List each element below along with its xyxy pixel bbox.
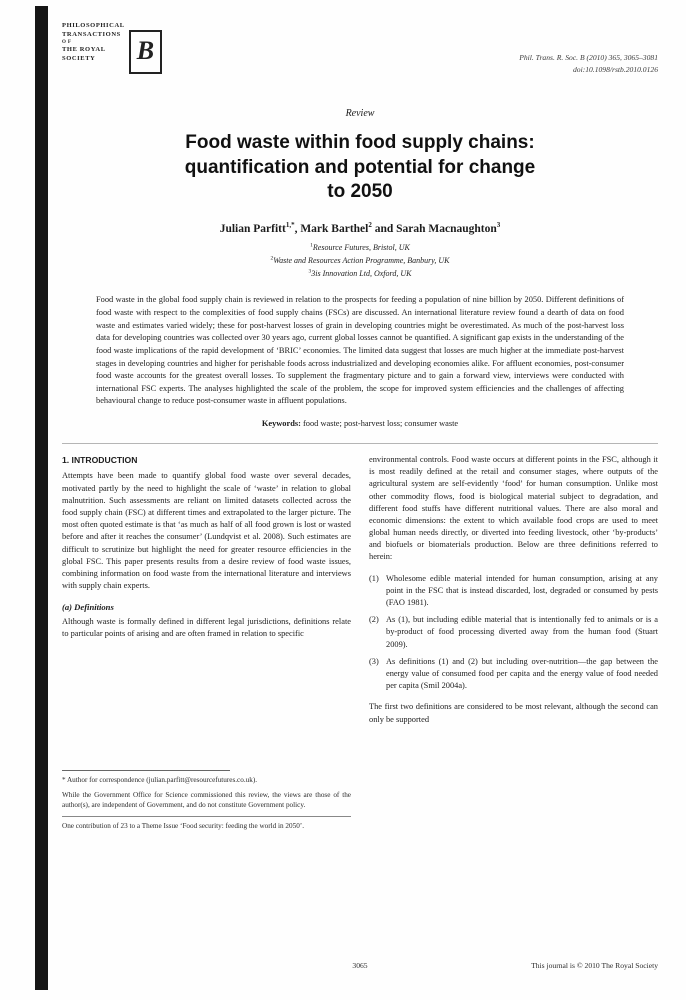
page-number: 3065	[352, 961, 368, 970]
logo-b-mark: B	[129, 30, 162, 74]
author-affiliation-marker: 2	[368, 221, 372, 230]
affiliation-line	[62, 254, 658, 267]
keywords-line	[62, 419, 658, 428]
definition-number: (1)	[369, 573, 379, 583]
author-name: Julian Parfitt	[219, 222, 286, 235]
citation-doi: doi:10.1098/rstb.2010.0126	[572, 65, 658, 75]
affiliation-marker: 2	[270, 255, 274, 262]
page-content	[62, 22, 658, 836]
footnote-rule	[62, 816, 351, 817]
footnote-rule	[62, 770, 230, 771]
logo-line: PHILOSOPHICAL	[62, 22, 125, 29]
affiliations-block	[62, 241, 658, 281]
author-separator: and	[371, 222, 397, 235]
closing-paragraph: The first two definitions are considered to be most relevant, although the second can only be supported	[369, 702, 658, 724]
subsection-heading-definitions: (a) Definitions	[62, 602, 114, 613]
definition-number: (2)	[369, 615, 379, 625]
definition-number: (3)	[369, 656, 379, 666]
article-type-label: Review	[345, 108, 375, 119]
footnotes-block	[62, 762, 351, 836]
page-footer	[62, 961, 658, 970]
affiliation-text: Resource Futures, Bristol, UK	[312, 242, 410, 252]
definition-text: Wholesome edible material intended for human consumption, arising at any point in the FSC that is instead discarded, lost, degraded or consumed by pests (FAO 1981).	[386, 573, 658, 607]
citation-reference: Phil. Trans. R. Soc. B (2010) 365, 3065–3081	[519, 53, 658, 62]
theme-issue-footnote: One contribution of 23 to a Theme Issue ‘Food security: feeding the world in 2050’.	[62, 821, 304, 830]
definition-item	[369, 614, 658, 651]
copyright-notice: This journal is © 2010 The Royal Society	[531, 961, 658, 970]
affiliation-text: 3is Innovation Ltd, Oxford, UK	[311, 269, 412, 279]
disclaimer-footnote: While the Government Office for Science commissioned this review, the views are those of the author(s), are independent of Government, and do not constitute Government policy.	[62, 790, 351, 809]
affiliation-line	[62, 267, 658, 280]
logo-line: THE ROYAL	[62, 46, 106, 54]
definition-item	[369, 573, 658, 610]
right-column	[369, 454, 658, 836]
definition-item	[369, 656, 658, 693]
title-line: to 2050	[327, 181, 393, 203]
definitions-list	[369, 573, 658, 693]
keywords-label: Keywords:	[261, 418, 301, 428]
continuation-paragraph: environmental controls. Food waste occurs at different points in the FSC, although it is most readily defined at the retail and consumer stages, where outputs of the agricultural system are self-evidently ‘food’ for human consumption. Unlike most other commodity flows, food is biological material subject to degradation, and different food stuffs have different nutritional values. There are also moral and economic dimensions: the extent to which available food crops are used to meet global human needs directly, or diverted into feeding livestock, other ‘by-products’ and biofuels or biomaterials production. Below are three definitions referred to herein:	[369, 454, 658, 562]
definition-text: As (1), but including edible material that is intentionally fed to animals or is a by-product of food processing diverted away from the human food (Stuart 2009).	[386, 615, 658, 649]
journal-citation	[519, 22, 658, 76]
title-line: Food waste within food supply chains:	[185, 132, 535, 153]
correspondence-footnote: * Author for correspondence (julian.parfitt@resourcefutures.co.uk).	[62, 775, 258, 784]
abstract-body-divider	[62, 443, 658, 444]
keywords-text: food waste; post-harvest loss; consumer waste	[300, 418, 459, 428]
definitions-intro-paragraph: Although waste is formally defined in different legal jurisdictions, definitions relate to particular points of arising and are often framed in relation to specific	[62, 616, 351, 638]
affiliation-marker: 1	[310, 242, 313, 249]
author-name: Sarah Macnaughton	[396, 222, 497, 235]
author-separator: ,	[294, 222, 301, 235]
definition-text: As definitions (1) and (2) but including over-nutrition—the gap between the energy value of consumed food per capita and the energy value of food needed per capita (Smil 2004a).	[386, 656, 658, 691]
author-affiliation-marker: 1,*	[285, 221, 295, 230]
royal-society-logo	[62, 22, 162, 74]
logo-line: TRANSACTIONS	[62, 30, 121, 38]
abstract-paragraph: Food waste in the global food supply chain is reviewed in relation to the prospects for feeding a population of nine billion by 2050. Different definitions of food waste with respect to the complexities of food supply chains (FSCs) are discussed. An international literature review found a dearth of data on food waste and estimates varied widely; these for post-harvest losses of grain in developing countries might be overestimated. As much of the post-harvest loss data for developing countries was collected over 30 years ago, current global losses cannot be quantified. A significant gap exists in the understanding of the food waste implications of the rapid development of ‘BRIC’ economies. The limited data suggest that losses are much higher at the immediate post-harvest stages in developing countries and higher for perishable foods across industrialized and developing economies alike. For affluent economies, post-consumer food waste accounts for the greatest overall losses. To supplement the fragmentary picture and to gain a forward view, interviews were conducted with international FSC experts. The analyses highlighted the scale of the problem, the scope for improved system efficiencies and the challenges of affecting behavioural change to reduce post-consumer waste in affluent populations.	[96, 295, 624, 406]
logo-line: SOCIETY	[62, 55, 96, 63]
logo-line: OF	[62, 39, 73, 45]
scan-edge-strip	[35, 6, 48, 990]
affiliation-line	[62, 241, 658, 254]
title-line: quantification and potential for change	[184, 156, 536, 178]
article-title	[62, 131, 658, 205]
intro-paragraph: Attempts have been made to quantify global food waste over several decades, motivated partly by the need to highlight the scale of ‘waste’ in relation to global malnutrition. Such assessments are reliant on limited datasets collected across the food supply chain (FSC) at different times and extrapolated to the larger picture. The most often quoted estimate is that ‘as much as half of all food grown is lost or wasted before and after it reaches the consumer’ (Lundqvist et al. 2008). Such estimates are difficult to scrutinize but highlight the need for greater resource efficiencies in the global FSC. This paper presents results from a desire review of food waste issues, combining information on food waste from the international literature and interviews with supply chain experts.	[62, 471, 351, 591]
authors-line	[62, 221, 658, 235]
logo-text	[62, 22, 125, 64]
section-heading-introduction: 1. INTRODUCTION	[62, 454, 138, 465]
affiliation-text: Waste and Resources Action Programme, Banbury, UK	[273, 256, 450, 266]
affiliation-marker: 3	[308, 268, 312, 275]
author-name: Mark Barthel	[300, 222, 369, 235]
page-header	[62, 22, 658, 96]
author-affiliation-marker: 3	[496, 221, 501, 230]
body-columns	[62, 454, 658, 836]
left-column	[62, 454, 351, 836]
